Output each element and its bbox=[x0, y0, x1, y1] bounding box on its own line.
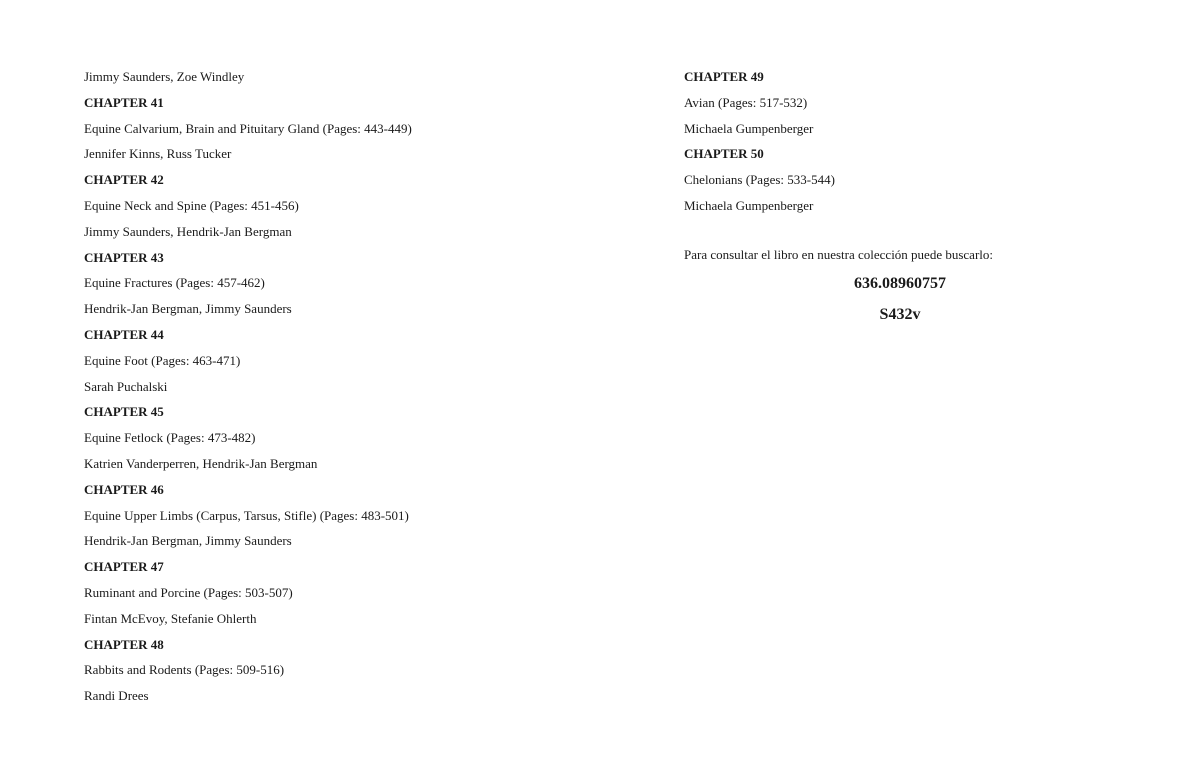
chapter-heading: CHAPTER 46 bbox=[84, 481, 164, 497]
cutter-number: S432v bbox=[879, 305, 921, 323]
chapter-heading: CHAPTER 48 bbox=[84, 636, 164, 652]
chapter-authors: Hendrik-Jan Bergman, Jimmy Saunders bbox=[84, 533, 292, 549]
chapter-authors: Sarah Puchalski bbox=[84, 378, 168, 394]
chapter-authors: Jennifer Kinns, Russ Tucker bbox=[84, 146, 232, 162]
chapter-title: Rabbits and Rodents (Pages: 509-516) bbox=[84, 662, 285, 678]
chapter-title: Avian (Pages: 517-532) bbox=[684, 94, 808, 110]
chapter-title: Equine Fetlock (Pages: 473-482) bbox=[84, 430, 256, 446]
chapter-title: Ruminant and Porcine (Pages: 503-507) bbox=[84, 584, 293, 600]
chapter-authors: Jimmy Saunders, Hendrik-Jan Bergman bbox=[84, 223, 292, 239]
spacer bbox=[684, 219, 1114, 242]
call-number: 636.08960757 bbox=[854, 274, 946, 292]
left-column bbox=[84, 64, 604, 709]
chapter-heading: CHAPTER 50 bbox=[684, 146, 764, 162]
chapter-title: Equine Foot (Pages: 463-471) bbox=[84, 352, 241, 368]
chapter-heading: CHAPTER 41 bbox=[84, 94, 164, 110]
chapter-heading: CHAPTER 45 bbox=[84, 404, 164, 420]
chapter-authors: Michaela Gumpenberger bbox=[684, 120, 814, 136]
chapter-heading: CHAPTER 49 bbox=[684, 69, 764, 84]
chapter-authors: Hendrik-Jan Bergman, Jimmy Saunders bbox=[84, 301, 292, 317]
chapter-authors: Randi Drees bbox=[84, 688, 149, 704]
library-note: Para consultar el libro en nuestra colección puede buscarlo: bbox=[684, 246, 993, 262]
chapter-authors: Katrien Vanderperren, Hendrik-Jan Bergman bbox=[84, 455, 318, 471]
chapter-title: Equine Upper Limbs (Carpus, Tarsus, Stifle) (Pages: 483-501) bbox=[84, 507, 409, 523]
left-entry-list bbox=[84, 64, 604, 709]
chapter-title: Equine Calvarium, Brain and Pituitary Gland (Pages: 443-449) bbox=[84, 120, 412, 136]
chapter-heading: CHAPTER 47 bbox=[84, 559, 164, 575]
right-entry-list bbox=[684, 64, 1114, 219]
chapter-heading: CHAPTER 43 bbox=[84, 249, 164, 265]
right-column bbox=[684, 64, 1114, 330]
chapter-title: Equine Fractures (Pages: 457-462) bbox=[84, 275, 265, 291]
chapter-title: Chelonians (Pages: 533-544) bbox=[684, 172, 835, 188]
chapter-authors: Jimmy Saunders, Zoe Windley bbox=[84, 69, 245, 84]
chapter-authors: Michaela Gumpenberger bbox=[684, 197, 814, 213]
chapter-heading: CHAPTER 42 bbox=[84, 172, 164, 188]
chapter-authors: Fintan McEvoy, Stefanie Ohlerth bbox=[84, 610, 257, 626]
chapter-heading: CHAPTER 44 bbox=[84, 326, 164, 342]
chapter-title: Equine Neck and Spine (Pages: 451-456) bbox=[84, 197, 299, 213]
